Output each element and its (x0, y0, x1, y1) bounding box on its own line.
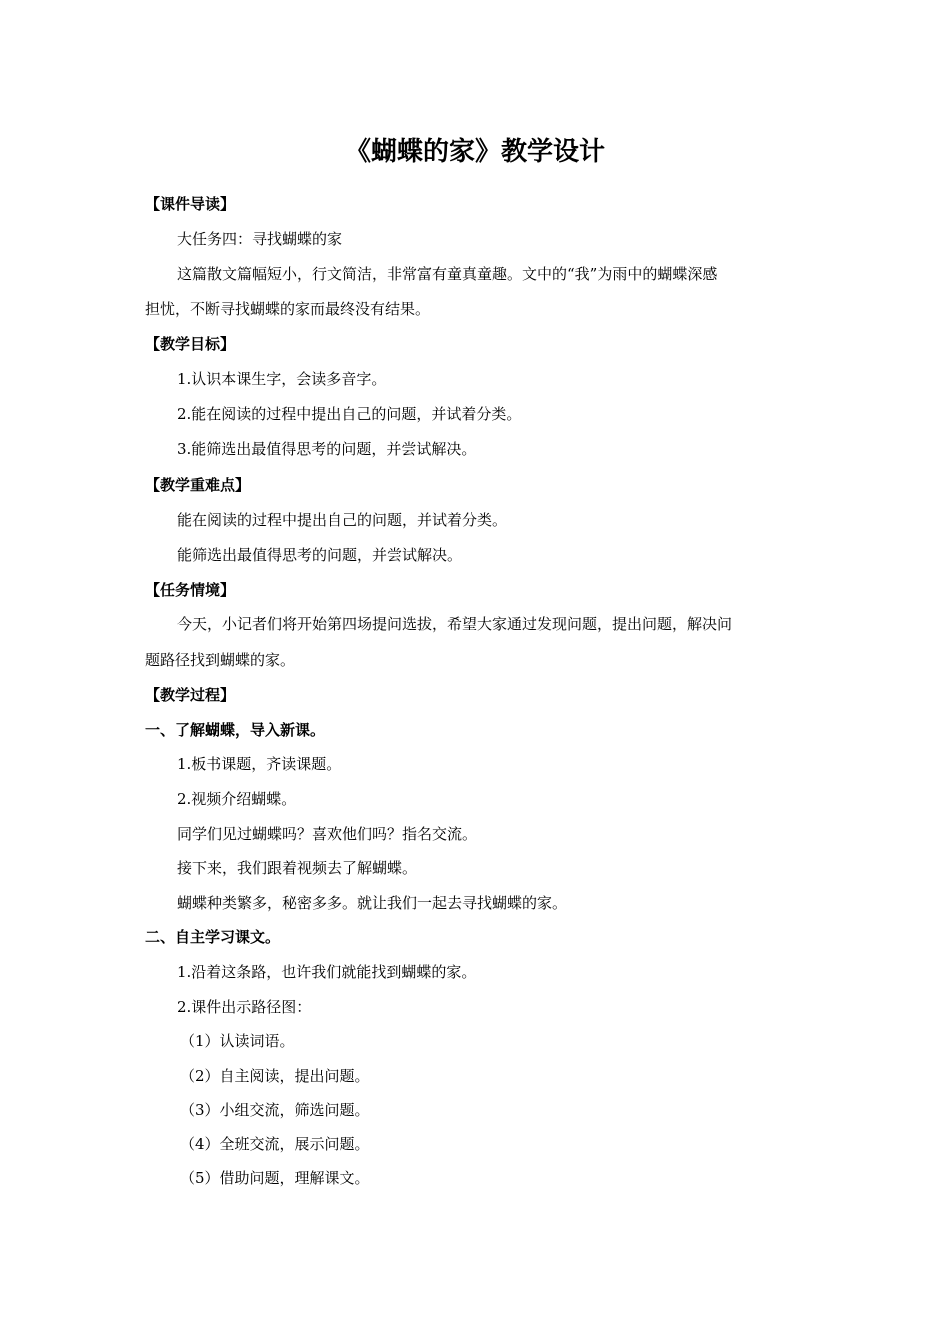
part2-item-2: 2.课件出示路径图： (177, 998, 312, 1016)
intro-heading: 【课件导读】 (145, 195, 236, 213)
scenario-paragraph-line-1: 今天，小记者们将开始第四场提问选拔，希望大家通过发现问题，提出问题，解决问 (177, 615, 733, 633)
part2-step-3: （3）小组交流，筛选问题。 (180, 1101, 370, 1119)
goals-heading: 【教学目标】 (145, 335, 236, 353)
part1-item-4: 接下来，我们跟着视频去了解蝴蝶。 (177, 859, 418, 877)
key-points-heading: 【教学重难点】 (145, 476, 251, 494)
key-point-2: 能筛选出最值得思考的问题，并尝试解决。 (177, 546, 463, 564)
part1-item-2: 2.视频介绍蝴蝶。 (177, 790, 297, 808)
goal-item-2: 2.能在阅读的过程中提出自己的问题，并试着分类。 (177, 405, 522, 423)
goal-item-3: 3.能筛选出最值得思考的问题，并尝试解决。 (177, 440, 477, 458)
part2-item-1: 1.沿着这条路，也许我们就能找到蝴蝶的家。 (177, 963, 477, 981)
part2-step-1: （1）认读词语。 (180, 1032, 295, 1050)
key-point-1: 能在阅读的过程中提出自己的问题，并试着分类。 (177, 511, 508, 529)
process-heading: 【教学过程】 (145, 686, 236, 704)
process-part1-heading: 一、了解蝴蝶，导入新课。 (145, 721, 326, 739)
scenario-paragraph-line-2: 题路径找到蝴蝶的家。 (145, 651, 296, 669)
scenario-heading: 【任务情境】 (145, 581, 236, 599)
document-title: 《蝴蝶的家》教学设计 (344, 137, 605, 167)
intro-paragraph-line-1: 这篇散文篇幅短小，行文简洁，非常富有童真童趣。文中的“我”为雨中的蝴蝶深感 (177, 265, 718, 283)
part1-item-5: 蝴蝶种类繁多，秘密多多。就让我们一起去寻找蝴蝶的家。 (177, 894, 568, 912)
intro-task: 大任务四：寻找蝴蝶的家 (177, 230, 343, 248)
process-part2-heading: 二、自主学习课文。 (145, 928, 281, 946)
intro-paragraph-line-2: 担忧，不断寻找蝴蝶的家而最终没有结果。 (145, 300, 431, 318)
part1-item-1: 1.板书课题，齐读课题。 (177, 755, 342, 773)
part2-step-4: （4）全班交流，展示问题。 (180, 1135, 370, 1153)
goal-item-1: 1.认识本课生字，会读多音字。 (177, 370, 387, 388)
part2-step-2: （2）自主阅读，提出问题。 (180, 1067, 370, 1085)
part1-item-3: 同学们见过蝴蝶吗？喜欢他们吗？指名交流。 (177, 825, 478, 843)
part2-step-5: （5）借助问题，理解课文。 (180, 1169, 370, 1187)
